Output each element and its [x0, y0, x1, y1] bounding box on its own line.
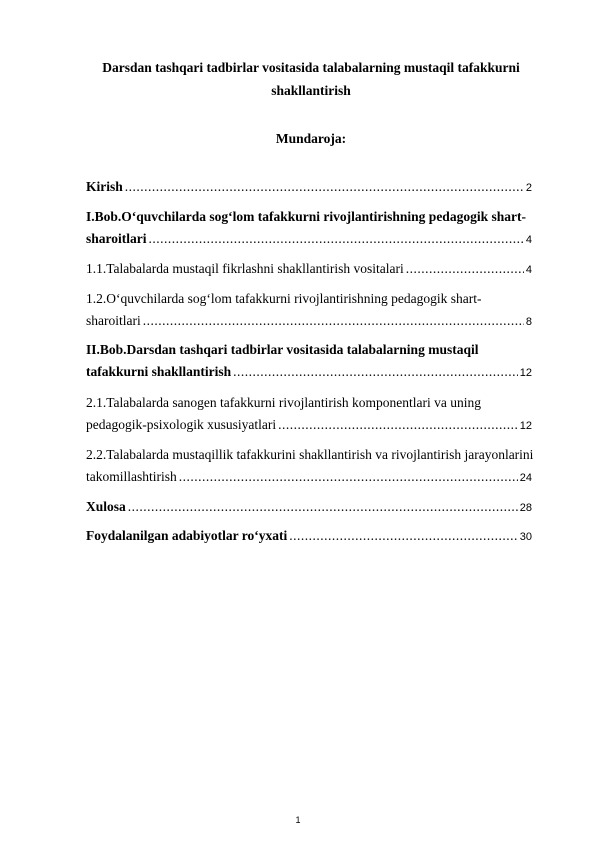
- dot-leader: [128, 496, 518, 518]
- toc-entry-chapter-2[interactable]: [86, 339, 532, 384]
- toc-page-number: 12: [519, 367, 532, 379]
- toc-page-number: 12: [519, 420, 532, 432]
- toc-page-number: 28: [519, 502, 532, 514]
- toc-entry-label-line-1: 1.2.O‘quvchilarda sog‘lom tafakkurni rivojlantirishning pedagogik shart-: [86, 291, 482, 306]
- toc-page-number: 24: [519, 472, 532, 484]
- toc-entry-label-line-2: sharoitlari: [86, 313, 141, 328]
- dot-leader: [406, 258, 524, 280]
- toc-entry-label-line-1: II.Bob.Darsdan tashqari tadbirlar vositasida talabalarning mustaqil: [86, 342, 479, 357]
- toc-entry-label-line-2: tafakkurni shakllantirish: [86, 364, 232, 379]
- dot-leader: [289, 525, 517, 547]
- toc-entry-label: Foydalanilgan adabiyotlar ro‘yxati: [86, 528, 288, 543]
- toc-page-number: 8: [525, 316, 532, 328]
- toc-page-number: 30: [519, 531, 532, 543]
- dot-leader: [143, 310, 524, 332]
- toc-entry-section-2-1[interactable]: [86, 392, 532, 437]
- toc-page-number: 4: [525, 234, 532, 246]
- toc-entry-references[interactable]: [86, 525, 532, 548]
- dot-leader: [278, 414, 518, 436]
- document-title: [86, 56, 536, 102]
- toc-entry-xulosa[interactable]: [86, 496, 532, 519]
- toc-entry-label-line-1: 2.1.Talabalarda sanogen tafakkurni rivojlantirish komponentlari va uning: [86, 395, 481, 410]
- page-number: 1: [295, 815, 301, 825]
- toc-page-number: 4: [525, 264, 532, 276]
- toc-entry-label: Xulosa: [86, 499, 126, 514]
- toc-entry-section-1-2[interactable]: [86, 288, 532, 333]
- toc-entry-label-line-1: 2.2.Talabalarda mustaqillik tafakkurini shakllantirish va rivojlantirish jarayonlarini: [86, 447, 534, 462]
- toc-entry-label-line-1: I.Bob.O‘quvchilarda sog‘lom tafakkurni rivojlantirishning pedagogik shart-: [86, 209, 526, 224]
- title-line-2: shakllantirish: [271, 83, 351, 98]
- toc-entry-label-line-2: sharoitlari: [86, 231, 147, 246]
- dot-leader: [149, 228, 524, 250]
- toc-entry-label-line-2: pedagogik-psixologik xususiyatlari: [86, 417, 277, 432]
- toc-entry-label: 1.1.Talabalarda mustaqil fikrlashni shakllantirish vositalari: [86, 261, 404, 276]
- title-line-1: Darsdan tashqari tadbirlar vositasida talabalarning mustaqil tafakkurni: [102, 60, 520, 75]
- dot-leader: [125, 176, 524, 198]
- contents-heading: Mundaroja:: [275, 131, 347, 146]
- toc-entry-label: Kirish: [86, 179, 123, 194]
- toc-entry-section-2-2[interactable]: [86, 444, 532, 489]
- dot-leader: [233, 361, 518, 383]
- toc-entry-label-line-2: takomillashtirish: [86, 469, 177, 484]
- toc-entry-kirish[interactable]: [86, 176, 532, 199]
- toc-page-number: 2: [525, 182, 532, 194]
- toc-entry-chapter-1[interactable]: [86, 206, 532, 251]
- dot-leader: [179, 466, 518, 488]
- toc-entry-section-1-1[interactable]: [86, 258, 532, 281]
